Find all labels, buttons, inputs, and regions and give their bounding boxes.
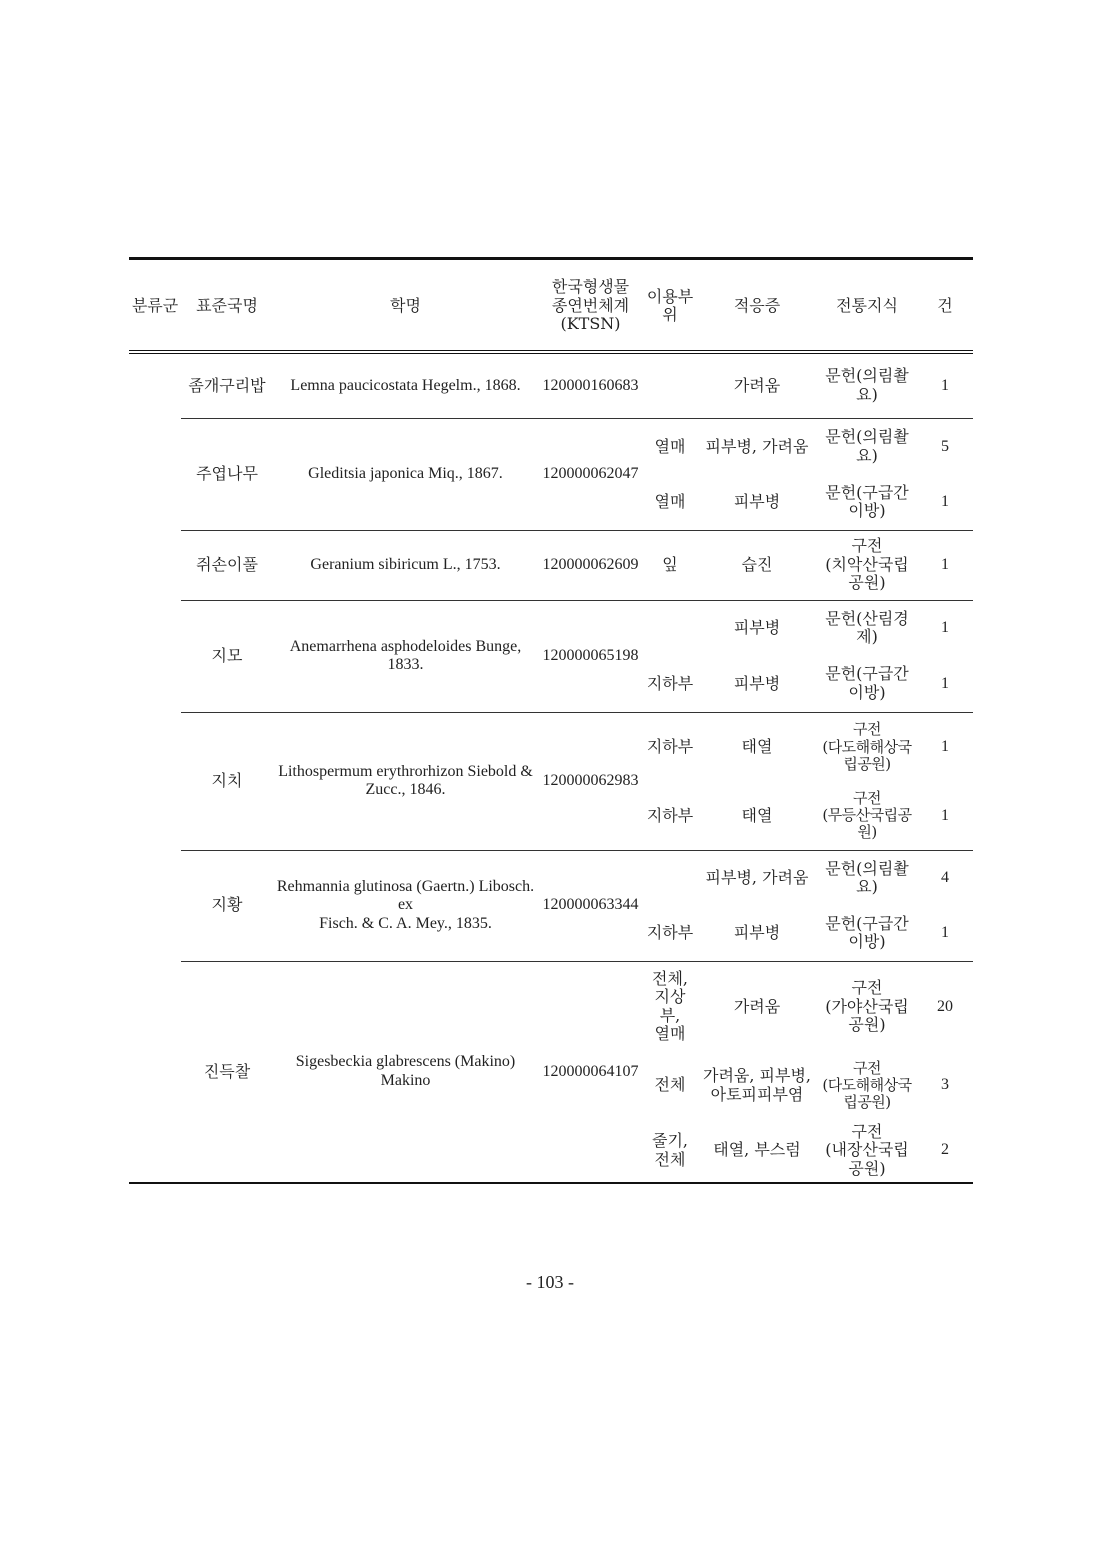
ktsn-cell: 120000064107 (538, 961, 643, 1183)
part-cell: 지하부 (643, 712, 697, 782)
header-korean-name: 표준국명 (196, 295, 258, 315)
count-cell: 1 (917, 600, 973, 656)
scientific-name-cell: Geranium sibiricum L., 1753. (273, 530, 538, 600)
knowledge-cell: 문헌(구급간이방) (825, 482, 909, 521)
scientific-name-cell: Gleditsia japonica Miq., 1867. (273, 418, 538, 530)
knowledge-cell: 구전 (무등산국립공원) (822, 788, 912, 842)
part-cell (643, 850, 697, 906)
group-cell (129, 352, 181, 1183)
part-cell (643, 352, 697, 418)
korean-name-cell: 좀개구리밥 (188, 375, 266, 395)
header-ktsn: 한국형생물 종연번체계 (KTSN) (551, 277, 630, 334)
part-cell: 지하부 (646, 923, 694, 943)
scientific-name-cell: Anemarrhena asphodeloides Bunge, 1833. (273, 600, 538, 712)
header-part: 이용부위 (646, 286, 694, 324)
header-scientific-name: 학명 (390, 295, 421, 315)
indication-cell: 태열 (741, 805, 773, 825)
medicinal-plants-table (129, 257, 973, 1184)
count-cell: 3 (941, 1076, 949, 1094)
ktsn-cell: 120000062047 (538, 418, 643, 530)
indication-cell: 태열, 부스럼 (713, 1140, 801, 1160)
korean-name-cell: 지황 (181, 850, 273, 961)
indication-cell: 태열 (697, 712, 817, 782)
count-cell: 1 (941, 376, 949, 394)
table-row (129, 712, 973, 782)
scientific-name-cell: Lithospermum erythrorhizon Siebold & Zucc., 1846. (273, 712, 538, 850)
table-row (129, 530, 973, 600)
part-cell (643, 600, 697, 656)
indication-cell: 피부병 (697, 600, 817, 656)
indication-cell: 가려움 (733, 375, 781, 395)
part-cell: 지하부 (646, 673, 694, 693)
korean-name-cell: 지모 (181, 600, 273, 712)
part-cell: 지하부 (646, 805, 694, 825)
count-cell: 1 (941, 806, 949, 824)
header-indication: 적응증 (733, 295, 781, 315)
korean-name-cell: 주엽나무 (181, 418, 273, 530)
table-row (129, 961, 973, 1052)
ktsn-cell: 120000160683 (542, 376, 639, 394)
scientific-name-cell: Sigesbeckia glabrescens (Makino) Makino (273, 961, 538, 1183)
indication-cell: 피부병 (733, 923, 781, 943)
knowledge-cell: 문헌(의림촬요) (817, 418, 917, 475)
indication-cell: 가려움 (697, 961, 817, 1052)
part-cell: 전체 (654, 1075, 686, 1095)
korean-name-cell: 쥐손이풀 (181, 530, 273, 600)
part-cell: 열매 (654, 492, 686, 512)
header-count: 건 (937, 295, 953, 315)
part-cell: 전체, 지상부, 열매 (643, 961, 697, 1052)
scientific-name-cell: Rehmannia glutinosa (Gaertn.) Libosch. ex Fisch. & C. A. Mey., 1835. (273, 850, 538, 961)
korean-name-cell: 지치 (181, 712, 273, 850)
knowledge-cell: 문헌(의림촬요) (825, 366, 909, 404)
knowledge-cell: 문헌(구급간이방) (825, 913, 909, 952)
indication-cell: 피부병 (733, 673, 781, 693)
count-cell: 1 (941, 924, 949, 942)
table-header-row (129, 259, 973, 353)
korean-name-cell: 진득찰 (181, 961, 273, 1183)
count-cell: 5 (917, 418, 973, 475)
page-number: - 103 - (526, 1272, 574, 1292)
count-cell: 1 (917, 530, 973, 600)
table-row (129, 352, 973, 418)
ktsn-cell: 120000062609 (538, 530, 643, 600)
indication-cell: 가려움, 피부병, 아토피피부염 (703, 1066, 811, 1104)
knowledge-cell: 문헌(구급간이방) (825, 664, 909, 702)
ktsn-cell: 120000062983 (538, 712, 643, 850)
count-cell: 1 (917, 712, 973, 782)
count-cell: 4 (917, 850, 973, 906)
part-cell: 잎 (643, 530, 697, 600)
table-row (129, 418, 973, 475)
table-row (129, 600, 973, 656)
part-cell: 열매 (643, 418, 697, 475)
knowledge-cell: 문헌(산림경제) (817, 600, 917, 656)
ktsn-cell: 120000063344 (538, 850, 643, 961)
knowledge-cell: 문헌(의림촬요) (817, 850, 917, 906)
indication-cell: 피부병 (733, 492, 781, 512)
ktsn-cell: 120000065198 (538, 600, 643, 712)
knowledge-cell: 구전 (가야산국립공원) (817, 961, 917, 1052)
knowledge-cell: 구전 (다도해해상국립공원) (817, 712, 917, 782)
scientific-name-cell: Lemna paucicostata Hegelm., 1868. (290, 376, 521, 394)
count-cell: 20 (917, 961, 973, 1052)
knowledge-cell: 구전 (다도해해상국립공원) (822, 1058, 912, 1112)
count-cell: 1 (941, 674, 949, 692)
part-cell: 줄기, 전체 (652, 1131, 688, 1169)
count-cell: 1 (941, 493, 949, 511)
header-knowledge: 전통지식 (836, 295, 898, 315)
knowledge-cell: 구전 (치악산국립공원) (817, 530, 917, 600)
knowledge-cell: 구전 (내장산국립공원) (825, 1121, 909, 1178)
count-cell: 2 (941, 1141, 949, 1159)
indication-cell: 피부병, 가려움 (697, 418, 817, 475)
table-row (129, 850, 973, 906)
indication-cell: 습진 (697, 530, 817, 600)
header-group: 분류군 (131, 295, 179, 315)
indication-cell: 피부병, 가려움 (697, 850, 817, 906)
